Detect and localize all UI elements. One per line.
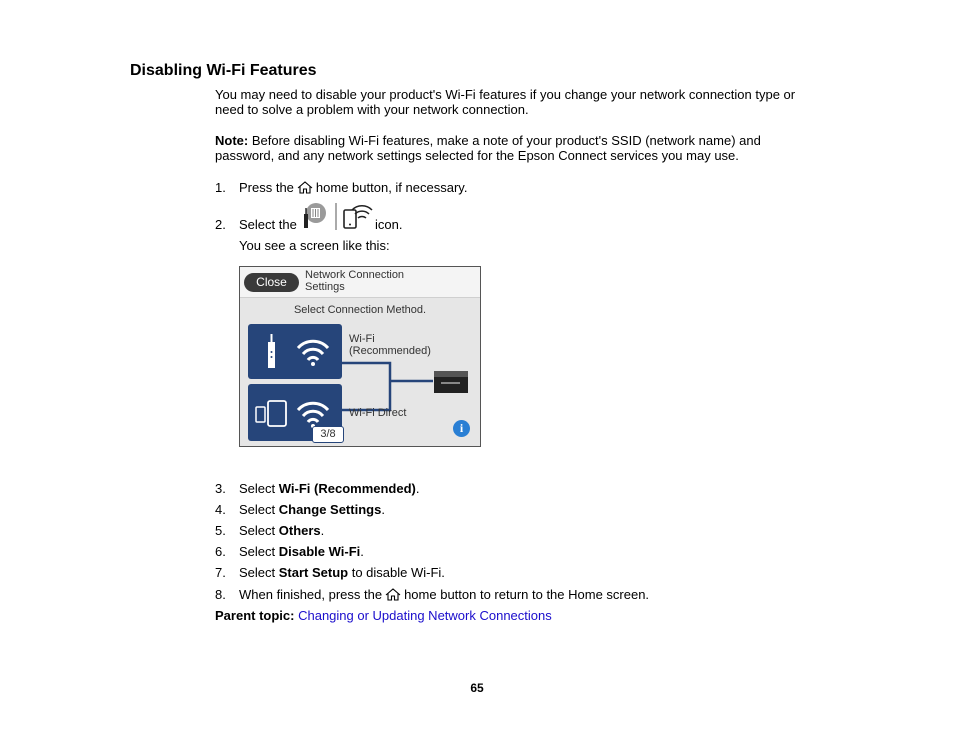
step-number: 4. <box>215 502 226 517</box>
step-text-bold: Start Setup <box>278 565 349 580</box>
screen-title-line2: Settings <box>305 281 345 293</box>
step-text-post: home button to return to the Home screen. <box>404 587 650 602</box>
parent-topic <box>215 608 552 623</box>
step-text-pre: Press the <box>239 180 294 195</box>
step-number: 5. <box>215 523 226 538</box>
step-text-pre: Select <box>239 565 279 580</box>
step-text-pre: Select <box>239 502 279 517</box>
step-5 <box>215 523 324 538</box>
wifi-option-tile <box>248 324 342 379</box>
home-icon <box>385 588 401 601</box>
step-text-pre: Select <box>239 481 279 496</box>
wifi-option-label <box>349 333 431 357</box>
step-text-bold: Wi-Fi (Recommended) <box>278 481 416 496</box>
step-8 <box>215 587 649 602</box>
step-number: 2. <box>215 217 226 232</box>
screen-prompt: Select Connection Method. <box>293 304 427 316</box>
step-text-pre: Select the <box>239 217 297 232</box>
step-text-bold: Disable Wi-Fi <box>278 544 361 559</box>
device-screen-image <box>239 266 481 447</box>
step-text-post: home button, if necessary. <box>315 180 468 195</box>
step-3 <box>215 481 419 496</box>
step-text-post: icon. <box>375 217 403 232</box>
wifi-direct-option-label: Wi-Fi Direct <box>349 407 407 419</box>
step-2 <box>215 217 297 232</box>
wifi-option-label-line1: Wi-Fi <box>349 333 375 345</box>
close-button: Close <box>244 273 299 292</box>
step-number: 8. <box>215 587 226 602</box>
step-text-bold: Change Settings <box>278 502 382 517</box>
intro-paragraph: You may need to disable your product's Wi-Fi features if you change your network connection type or need to solve a problem with your network connection. <box>215 87 796 117</box>
step-text-post: . <box>415 481 420 496</box>
step-4 <box>215 502 385 517</box>
step-number: 3. <box>215 481 226 496</box>
screen-title-line1: Network Connection <box>305 269 405 281</box>
step-number: 6. <box>215 544 226 559</box>
step-6 <box>215 544 364 559</box>
step-number: 1. <box>215 180 226 195</box>
step-text-bold: Others <box>278 523 321 538</box>
note-paragraph <box>215 134 815 163</box>
parent-topic-link[interactable]: Changing or Updating Network Connections <box>298 608 552 623</box>
page-indicator: 3/8 <box>312 426 344 443</box>
step-text-post: . <box>381 502 385 517</box>
step-text-post: . <box>320 523 325 538</box>
step-7 <box>215 565 445 580</box>
step-1 <box>215 180 467 195</box>
note-label: Note: <box>215 133 249 148</box>
step-text-pre: Select <box>239 544 279 559</box>
step-number: 7. <box>215 565 226 580</box>
router-wifi-icon <box>248 324 342 379</box>
step-text-post: . <box>360 544 364 559</box>
wifi-option-label-line2: (Recommended) <box>349 345 431 357</box>
step-text-pre: Select <box>239 523 279 538</box>
page-number: 65 <box>470 681 484 695</box>
step-text-post: to disable Wi-Fi. <box>348 565 445 580</box>
screen-caption: You see a screen like this: <box>239 238 390 253</box>
home-icon <box>297 181 313 194</box>
network-settings-icon <box>300 202 374 232</box>
note-text: Before disabling Wi-Fi features, make a note of your product's SSID (network name) and password, and any network settings selected for the Epson Connect services you may use. <box>215 133 761 163</box>
page-heading: Disabling Wi-Fi Features <box>130 62 317 79</box>
parent-topic-label: Parent topic: <box>215 608 295 623</box>
info-icon: i <box>453 420 470 437</box>
step-text-pre: When finished, press the <box>239 587 383 602</box>
